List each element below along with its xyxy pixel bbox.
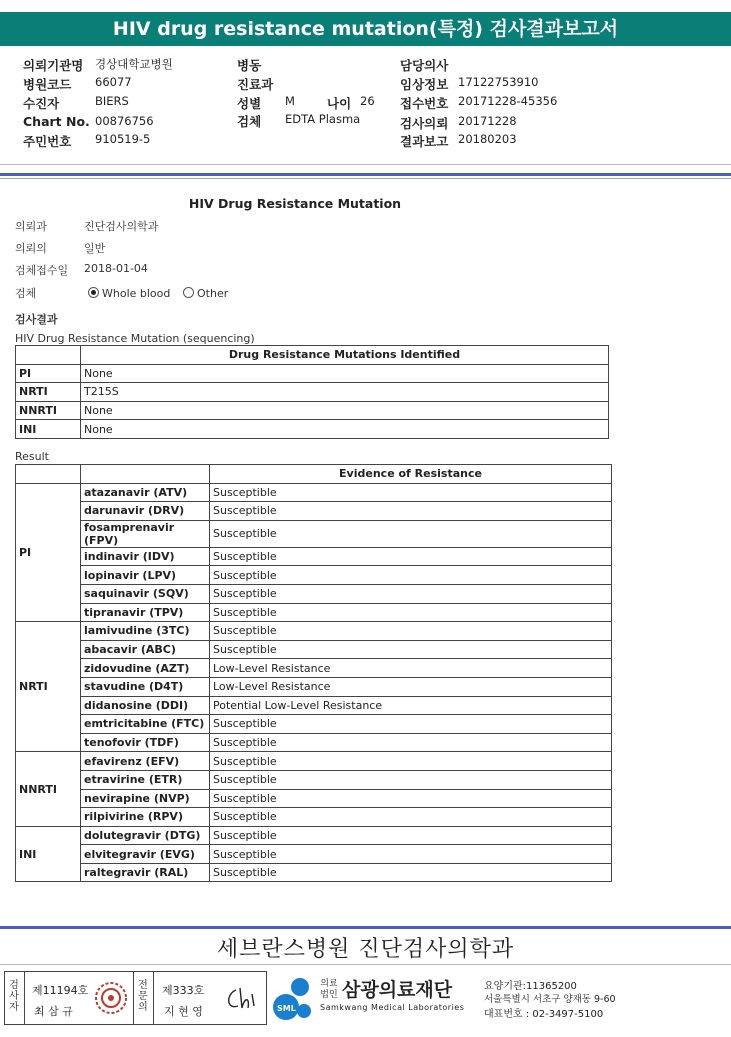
resistance-level: Susceptible (210, 789, 612, 808)
org-type: 의료 법인 (320, 979, 338, 1000)
drug-name: tenofovir (TDF) (81, 733, 210, 752)
specialist-label: 전문의 (138, 980, 148, 1013)
accession-value: 20171228-45356 (458, 94, 558, 108)
drug-name: efavirenz (EFV) (81, 752, 210, 771)
drug-name: elvitegravir (EVG) (81, 845, 210, 864)
drug-name: etravirine (ETR) (81, 770, 210, 789)
drug-name: didanosine (DDI) (81, 696, 210, 715)
drug-row (16, 483, 612, 502)
request-label: 검사의뢰 (400, 116, 449, 131)
sex-label: 성별 (237, 96, 262, 111)
drug-row (16, 845, 612, 864)
resistance-level: Susceptible (210, 826, 612, 845)
drug-name: dolutegravir (DTG) (81, 826, 210, 845)
drug-name: abacavir (ABC) (81, 640, 210, 659)
specimen-label: 검체 (237, 114, 262, 129)
drug-name: lamivudine (3TC) (81, 622, 210, 641)
evidence-table (15, 464, 612, 882)
logo-letters: SML (277, 1004, 296, 1013)
dept-label: 의뢰과 (15, 220, 47, 233)
requester-value: 일반 (84, 242, 106, 255)
divider (0, 164, 731, 165)
drug-name: zidovudine (AZT) (81, 659, 210, 678)
report-date-value: 20180203 (458, 132, 517, 146)
drug-name: lopinavir (LPV) (81, 566, 210, 585)
resistance-level: Susceptible (210, 547, 612, 566)
drug-name: rilpivirine (RPV) (81, 808, 210, 827)
chart-value: 00876756 (95, 114, 154, 128)
phone: 대표번호 : 02-3497-5100 (484, 1009, 604, 1020)
drug-name: stavudine (D4T) (81, 677, 210, 696)
resident-label: 주민번호 (23, 134, 72, 149)
requester-label: 의뢰의 (15, 242, 47, 255)
age-label: 나이 (327, 96, 352, 111)
drug-row (16, 584, 612, 603)
evidence-header: Evidence of Resistance (210, 465, 612, 484)
resistance-level: Susceptible (210, 770, 612, 789)
institution-label: 의뢰기관명 (23, 58, 84, 73)
drug-row (16, 752, 612, 771)
blue-rule-footer (0, 926, 731, 929)
resistance-level: Potential Low-Level Resistance (210, 696, 612, 715)
resistance-level: Susceptible (210, 752, 612, 771)
blue-rule (0, 173, 731, 176)
signature-icon (224, 984, 260, 1014)
hospital-code-value: 66077 (95, 75, 132, 89)
drug-name: indinavir (IDV) (81, 547, 210, 566)
seal-icon (94, 981, 128, 1015)
report-title-bar: HIV drug resistance mutation(특정) 검사결과보고서 (0, 12, 731, 46)
institution-value: 경상대학교병원 (95, 57, 173, 71)
drug-row (16, 863, 612, 882)
mutation-class: INI (16, 420, 81, 439)
accession-label: 접수번호 (400, 96, 449, 111)
drug-class: PI (16, 483, 81, 622)
age-value: 26 (360, 94, 375, 108)
doctor-label: 담당의사 (400, 58, 449, 73)
radio-selected-icon[interactable] (88, 287, 99, 298)
resistance-level: Susceptible (210, 520, 612, 547)
drug-name: saquinavir (SQV) (81, 584, 210, 603)
resident-value: 910519-5 (95, 132, 151, 146)
report-date-label: 결과보고 (400, 134, 449, 149)
resistance-level: Susceptible (210, 622, 612, 641)
received-value: 2018-01-04 (84, 262, 148, 275)
ward-label: 병동 (237, 58, 262, 73)
specimen-option-whole-blood[interactable]: Whole blood (88, 287, 170, 300)
drug-row (16, 826, 612, 845)
drug-row (16, 696, 612, 715)
drug-row (16, 733, 612, 752)
specimen-value: EDTA Plasma (285, 112, 361, 126)
footer-divider (0, 964, 731, 965)
drug-class: INI (16, 826, 81, 882)
received-label: 검체접수일 (15, 264, 69, 277)
patient-info (0, 54, 731, 166)
chart-label: Chart No. (23, 114, 90, 129)
examiner-name: 최 삼 규 (34, 1005, 73, 1018)
drug-class: NRTI (16, 622, 81, 752)
mutation-row (16, 383, 609, 402)
drug-row (16, 502, 612, 521)
drug-name: emtricitabine (FTC) (81, 715, 210, 734)
drug-name: atazanavir (ATV) (81, 483, 210, 502)
section-title: HIV Drug Resistance Mutation (188, 196, 402, 211)
mutation-class: PI (16, 364, 81, 383)
drug-row (16, 640, 612, 659)
drug-row (16, 622, 612, 641)
drug-row (16, 520, 612, 547)
examiner-label: 검사자 (9, 980, 19, 1013)
mutations-header: Drug Resistance Mutations Identified (81, 346, 609, 365)
specimen-option-other[interactable]: Other (183, 287, 228, 300)
drug-row (16, 789, 612, 808)
blue-rule-thin (0, 178, 731, 179)
mutation-value: None (81, 420, 609, 439)
resistance-level: Susceptible (210, 483, 612, 502)
resistance-level: Susceptible (210, 566, 612, 585)
results-heading: 검사결과 (15, 313, 58, 326)
resistance-level: Susceptible (210, 603, 612, 622)
resistance-level: Low-Level Resistance (210, 659, 612, 678)
specimen-type-label: 검체 (15, 287, 37, 300)
drug-name: raltegravir (RAL) (81, 863, 210, 882)
resistance-level: Susceptible (210, 584, 612, 603)
footer-hospital: 세브란스병원 진단검사의학과 (216, 937, 515, 962)
dept-value: 진단검사의학과 (84, 220, 159, 233)
examiner-no: 제11194호 (32, 984, 89, 997)
drug-row (16, 677, 612, 696)
specialist-no: 제333호 (162, 984, 205, 997)
clinical-value: 17122753910 (458, 75, 539, 89)
mutation-value: None (81, 364, 609, 383)
drug-name: tipranavir (TPV) (81, 603, 210, 622)
mutation-value: T215S (81, 383, 609, 402)
drug-name: nevirapine (NVP) (81, 789, 210, 808)
radio-unselected-icon[interactable] (183, 287, 194, 298)
resistance-level: Susceptible (210, 640, 612, 659)
address: 서울특별시 서초구 양재동 9-60 (484, 994, 616, 1005)
drug-row (16, 715, 612, 734)
resistance-level: Low-Level Resistance (210, 677, 612, 696)
mutation-class: NRTI (16, 383, 81, 402)
resistance-level: Susceptible (210, 715, 612, 734)
resistance-level: Susceptible (210, 808, 612, 827)
drug-row (16, 547, 612, 566)
mutation-row (16, 401, 609, 420)
sequencing-caption: HIV Drug Resistance Mutation (sequencing) (15, 332, 255, 345)
sex-value: M (285, 94, 295, 108)
mutations-table (15, 345, 609, 439)
mutation-class: NNRTI (16, 401, 81, 420)
drug-row (16, 770, 612, 789)
drug-name: darunavir (DRV) (81, 502, 210, 521)
org-name: 삼광의료재단 (342, 979, 453, 1001)
request-value: 20171228 (458, 114, 517, 128)
resistance-level: Susceptible (210, 845, 612, 864)
care-no: 요양기관:11365200 (484, 981, 577, 992)
result-caption: Result (15, 450, 49, 463)
drug-row (16, 659, 612, 678)
drug-row (16, 603, 612, 622)
receiver-value: BIERS (95, 94, 129, 108)
specialist-name: 지 현 영 (164, 1005, 203, 1018)
org-english: Samkwang Medical Laboratories (320, 1003, 465, 1012)
resistance-level: Susceptible (210, 502, 612, 521)
resistance-level: Susceptible (210, 863, 612, 882)
drug-class: NNRTI (16, 752, 81, 826)
sml-logo-icon (272, 975, 316, 1023)
mutation-row (16, 420, 609, 439)
clinical-label: 임상정보 (400, 77, 449, 92)
receiver-label: 수진자 (23, 96, 60, 111)
drug-name: fosamprenavir (FPV) (81, 520, 210, 547)
resistance-level: Susceptible (210, 733, 612, 752)
drug-row (16, 566, 612, 585)
hospital-code-label: 병원코드 (23, 77, 72, 92)
dept-label: 진료과 (237, 77, 274, 92)
drug-row (16, 808, 612, 827)
mutation-value: None (81, 401, 609, 420)
mutation-row (16, 364, 609, 383)
